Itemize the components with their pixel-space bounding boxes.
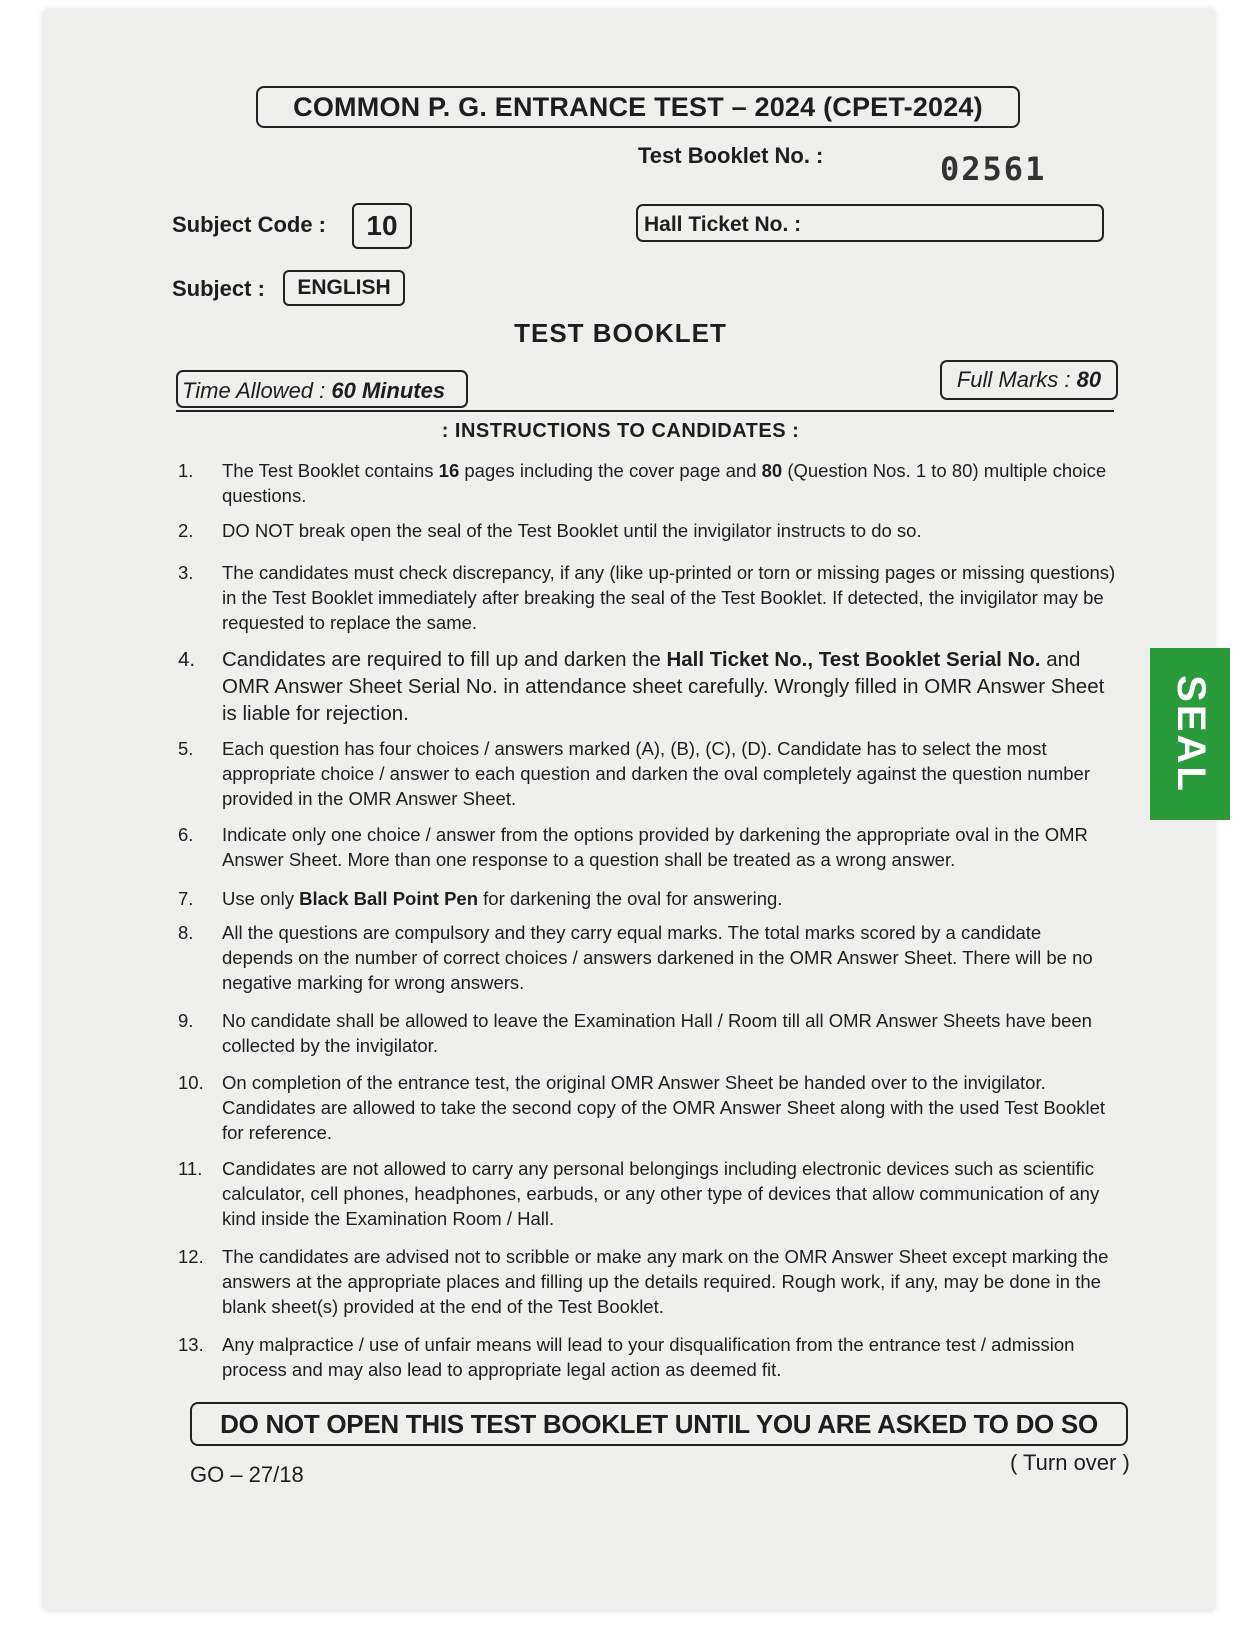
instruction-text: All the questions are compulsory and they carry equal marks. The total marks scored by a candidate depends on the number of correct choices / answers darkened in the OMR Answer Sheet. There will be no negative marking for wrong answers. [222, 922, 1093, 993]
instruction-item [178, 886, 1116, 911]
hall-ticket-label: Hall Ticket No. : [644, 213, 802, 236]
instruction-number: 10. [178, 1072, 204, 1093]
instruction-number: 3. [178, 562, 194, 583]
instruction-text: The candidates are advised not to scribble or make any mark on the OMR Answer Sheet except marking the answers at the appropriate places and filling up the details required. Rough work, if any, may be done in the blank sheet(s) provided at the end of the Test Booklet. [222, 1246, 1109, 1317]
hall-ticket-field[interactable] [636, 204, 1104, 242]
subject-code-label: Subject Code : [172, 212, 327, 237]
instruction-text: Candidates are not allowed to carry any personal belongings including electronic devices such as scientific calculator, cell phones, headphones, earbuds, or any other type of devices that allow communication of any kind inside the Examination Room / Hall. [222, 1158, 1100, 1229]
exam-title: COMMON P. G. ENTRANCE TEST – 2024 (CPET-2024) [256, 86, 1020, 128]
instruction-item [178, 920, 1116, 995]
footer-notice: DO NOT OPEN THIS TEST BOOKLET UNTIL YOU ARE ASKED TO DO SO [190, 1402, 1128, 1446]
instruction-number: 5. [178, 738, 194, 759]
divider [176, 410, 1114, 412]
seal-tab [1150, 648, 1230, 820]
instruction-item [178, 458, 1116, 508]
booklet-number: 02561 [940, 150, 1047, 188]
subject-box: ENGLISH [283, 270, 405, 306]
time-allowed-value: 60 Minutes [331, 378, 446, 403]
instruction-item [178, 736, 1116, 811]
instruction-text: No candidate shall be allowed to leave the Examination Hall / Room till all OMR Answer Sheets have been collected by the invigilator. [222, 1010, 1092, 1056]
instruction-item [178, 1070, 1116, 1145]
instruction-item [178, 1332, 1116, 1382]
instruction-item [178, 1244, 1116, 1319]
instruction-number: 4. [178, 648, 196, 671]
instruction-number: 13. [178, 1334, 204, 1355]
instruction-number: 1. [178, 460, 194, 481]
time-allowed-label: Time Allowed : [182, 378, 332, 403]
instruction-text: Any malpractice / use of unfair means will lead to your disqualification from the entrance test / admission process and may also lead to appropriate legal action as deemed fit. [222, 1334, 1075, 1380]
instruction-number: 7. [178, 888, 194, 909]
instruction-item [178, 1008, 1116, 1058]
instruction-number: 8. [178, 922, 194, 943]
instruction-item [178, 518, 1116, 543]
instruction-text: The candidates must check discrepancy, if any (like up-printed or torn or missing pages or missing questions) in the Test Booklet immediately after breaking the seal of the Test Booklet. If detected, the invigilator may be requested to replace the same. [222, 562, 1116, 633]
turn-over-text: ( Turn over ) [1010, 1450, 1130, 1475]
instruction-number: 2. [178, 520, 194, 541]
instruction-item [178, 646, 1108, 727]
page-heading: TEST BOOKLET [514, 318, 727, 348]
subject-code-box: 10 [352, 203, 412, 249]
instruction-text: DO NOT break open the seal of the Test Booklet until the invigilator instructs to do so. [222, 520, 922, 541]
instruction-text: Indicate only one choice / answer from the options provided by darkening the appropriate oval in the OMR Answer Sheet. More than one response to a question shall be treated as a wrong answer. [222, 824, 1088, 870]
instruction-number: 12. [178, 1246, 204, 1267]
seal-label: SEAL [1168, 674, 1213, 794]
instruction-item [178, 1156, 1116, 1231]
instruction-item [178, 560, 1116, 635]
full-marks-label: Full Marks : [956, 367, 1077, 392]
instruction-text: Each question has four choices / answers marked (A), (B), (C), (D). Candidate has to select the most appropriate choice / answer to each question and darken the oval completely against the question number provided in the OMR Answer Sheet. [222, 738, 1090, 809]
full-marks-value: 80 [1076, 367, 1102, 392]
instruction-number: 9. [178, 1010, 194, 1031]
instructions-heading: : INSTRUCTIONS TO CANDIDATES : [441, 420, 800, 442]
full-marks-box [940, 360, 1118, 400]
instruction-text: Use only Black Ball Point Pen for darkening the oval for answering. [222, 888, 783, 909]
instruction-text: The Test Booklet contains 16 pages including the cover page and 80 (Question Nos. 1 to 80) multiple choice questions. [222, 460, 1107, 506]
paper-code: GO – 27/18 [190, 1462, 304, 1487]
subject-label: Subject : [172, 276, 265, 301]
instruction-text: Candidates are required to fill up and darken the Hall Ticket No., Test Booklet Serial No. and OMR Answer Sheet Serial No. in attendance sheet carefully. Wrongly filled in OMR Answer Sheet is liable for rejection. [222, 648, 1105, 725]
instruction-number: 11. [178, 1158, 203, 1179]
instruction-text: On completion of the entrance test, the original OMR Answer Sheet be handed over to the invigilator. Candidates are allowed to take the second copy of the OMR Answer Sheet along with the used Test Booklet for reference. [222, 1072, 1106, 1143]
time-allowed-box [176, 370, 468, 408]
instruction-number: 6. [178, 824, 194, 845]
booklet-number-label: Test Booklet No. : [638, 143, 824, 168]
instruction-item [178, 822, 1116, 872]
